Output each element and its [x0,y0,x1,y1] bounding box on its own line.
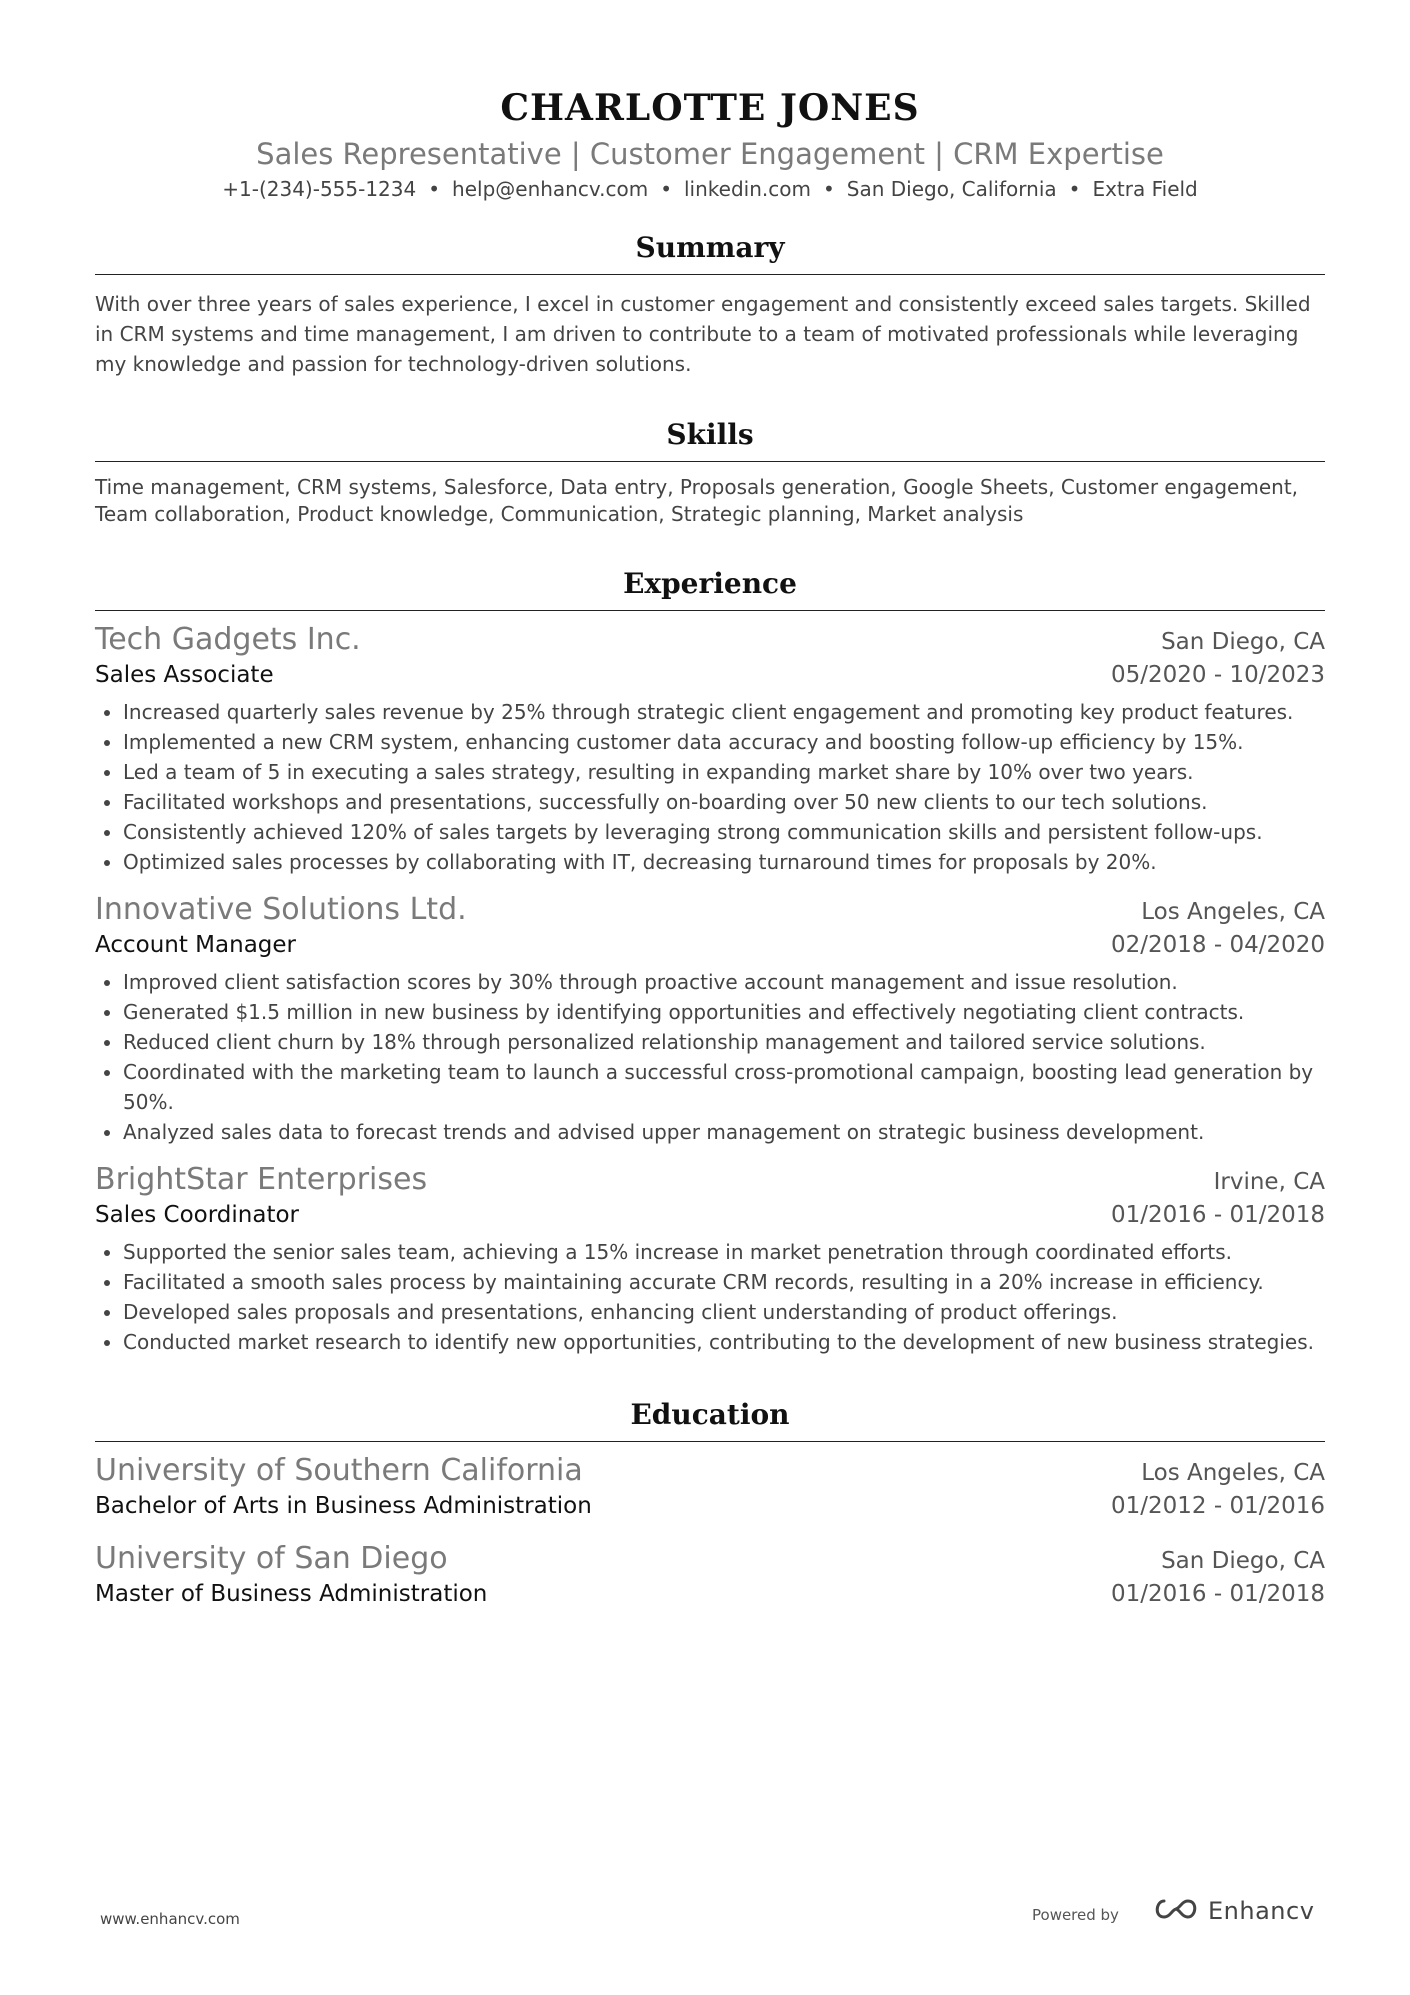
job-dates: 02/2018 - 04/2020 [1110,932,1325,958]
education-entry [95,1452,1325,1522]
job-location: Irvine, CA [1213,1169,1325,1195]
job-bullets [95,1237,1325,1357]
phone: +1-(234)-555-1234 [222,177,417,201]
section-divider [95,610,1325,611]
company-name: Innovative Solutions Ltd. [95,892,467,927]
job-role: Account Manager [95,932,296,958]
section-title-education: Education [630,1398,790,1431]
bullet-item: • Increased quarterly sales revenue by 25% through strategic client engagement and promoting key product features. [123,697,1325,727]
powered-by-label: Powered by [1032,1906,1119,1924]
enhancv-brand[interactable] [1152,1896,1314,1926]
bullet-item: • Coordinated with the marketing team to launch a successful cross-promotional campaign, boosting lead generation by 50%. [123,1057,1325,1117]
email: help@enhancv.com [452,177,649,201]
section-title-skills: Skills [666,418,754,451]
education-entry [95,1540,1325,1610]
bullet-item: • Facilitated workshops and presentations, successfully on-boarding over 50 new clients to our tech solutions. [123,787,1325,817]
job-location: San Diego, CA [1161,629,1325,655]
skills-text: Time management, CRM systems, Salesforce, Data entry, Proposals generation, Google Sheets, Customer engagement, Team collaboration, Product knowledge, Communication, Strategic planning, Market analysis [95,475,1299,526]
degree: Master of Business Administration [95,1581,488,1607]
company-name: BrightStar Enterprises [95,1162,428,1197]
section-divider [95,274,1325,275]
section-title-experience: Experience [623,567,797,600]
experience-section [95,566,1325,1357]
footer-url[interactable]: www.enhancv.com [100,1910,240,1928]
section-title-summary: Summary [635,231,785,264]
location: San Diego, California [846,177,1057,201]
bullet-item: • Conducted market research to identify new opportunities, contributing to the development of new business strategies. [123,1327,1325,1357]
enhancv-logo-icon [1152,1896,1200,1926]
job-dates: 01/2016 - 01/2018 [1110,1202,1325,1228]
bullet-item: • Facilitated a smooth sales process by maintaining accurate CRM records, resulting in a 20% increase in efficiency. [123,1267,1325,1297]
linkedin: linkedin.com [684,177,811,201]
job-entry [95,621,1325,877]
school-location: Los Angeles, CA [1141,1460,1325,1486]
degree: Bachelor of Arts in Business Administration [95,1493,592,1519]
bullet-item: • Supported the senior sales team, achieving a 15% increase in market penetration through coordinated efforts. [123,1237,1325,1267]
school-name: University of Southern California [95,1453,583,1488]
candidate-name: CHARLOTTE JONES [500,87,920,129]
bullet-item: • Reduced client churn by 18% through personalized relationship management and tailored service solutions. [123,1027,1325,1057]
bullet-item: • Improved client satisfaction scores by 30% through proactive account management and issue resolution. [123,967,1325,997]
extra-field: Extra Field [1092,177,1198,201]
company-name: Tech Gadgets Inc. [95,622,361,657]
summary-text: With over three years of sales experience, I excel in customer engagement and consistently exceed sales targets. Skilled in CRM systems and time management, I am driven to contribute to a team of motivated professionals while leveraging my knowledge and passion for technology-driven solutions. [95,292,1311,376]
job-bullets [95,697,1325,877]
bullet-item: • Optimized sales processes by collaborating with IT, decreasing turnaround times for proposals by 20%. [123,847,1325,877]
section-divider [95,461,1325,462]
enhancv-brand-name: Enhancv [1208,1897,1315,1925]
summary-section [95,230,1325,379]
skills-section [95,417,1325,528]
bullet-item: • Generated $1.5 million in new business by identifying opportunities and effectively negotiating client contracts. [123,997,1325,1027]
bullet-item: • Consistently achieved 120% of sales targets by leveraging strong communication skills and persistent follow-ups. [123,817,1325,847]
education-dates: 01/2016 - 01/2018 [1110,1581,1325,1607]
bullet-item: • Analyzed sales data to forecast trends and advised upper management on strategic business development. [123,1117,1325,1147]
bullet-item: • Led a team of 5 in executing a sales strategy, resulting in expanding market share by 10% over two years. [123,757,1325,787]
job-entry [95,891,1325,1147]
contact-line: +1-(234)-555-1234 • help@enhancv.com • linkedin.com • San Diego, California • Extra Field [222,177,1198,201]
candidate-tagline: Sales Representative | Customer Engagement | CRM Expertise [256,137,1164,171]
resume-page [95,0,1325,1610]
job-entry [95,1161,1325,1357]
education-dates: 01/2012 - 01/2016 [1110,1493,1325,1519]
bullet-item: • Developed sales proposals and presentations, enhancing client understanding of product offerings. [123,1297,1325,1327]
job-location: Los Angeles, CA [1141,899,1325,925]
bullet-item: • Implemented a new CRM system, enhancing customer data accuracy and boosting follow-up efficiency by 15%. [123,727,1325,757]
school-name: University of San Diego [95,1541,448,1576]
job-dates: 05/2020 - 10/2023 [1110,662,1325,688]
education-section [95,1397,1325,1610]
job-role: Sales Coordinator [95,1202,299,1228]
school-location: San Diego, CA [1161,1548,1325,1574]
job-role: Sales Associate [95,662,274,688]
job-bullets [95,967,1325,1147]
section-divider [95,1441,1325,1442]
